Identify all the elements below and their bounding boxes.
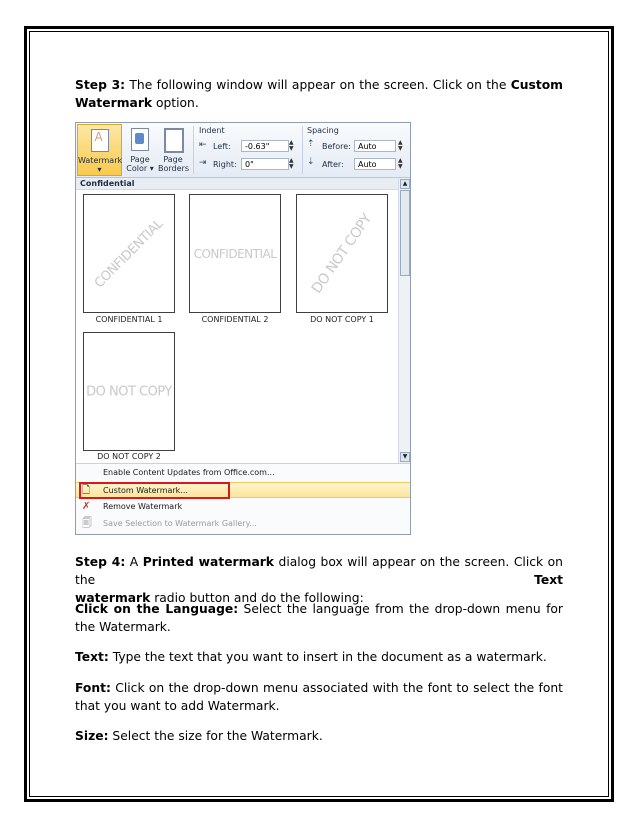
watermark-button[interactable]: A Watermark ▾	[77, 124, 122, 176]
spacing-title: Spacing	[307, 126, 339, 135]
spacing-before-icon: ⇡	[307, 139, 315, 149]
step3-paragraph: Step 3: The following window will appear on the screen. Click on the Custom Watermark option.	[75, 78, 563, 110]
spacing-after-icon: ⇣	[307, 157, 315, 167]
indent-right-label: Right:	[213, 160, 237, 169]
indent-title: Indent	[199, 126, 225, 135]
watermark-gallery	[76, 178, 410, 463]
size-paragraph: Size: Select the size for the Watermark.	[75, 729, 323, 743]
scroll-down-icon[interactable]: ▼	[400, 452, 410, 462]
ribbon-separator	[302, 126, 303, 174]
size-label: Size:	[75, 729, 109, 743]
page-borders-button[interactable]: Page Borders	[158, 124, 188, 176]
watermark-thumbnail-do-not-copy-2[interactable]	[83, 332, 175, 451]
remove-watermark-icon: ✗	[82, 501, 91, 512]
text-paragraph: Text: Type the text that you want to insert in the document as a watermark.	[75, 650, 547, 664]
scroll-thumb[interactable]	[400, 190, 410, 276]
watermark-thumbnail-confidential-1[interactable]	[83, 194, 175, 313]
ribbon	[76, 123, 410, 178]
thumbnail-caption: DO NOT COPY 1	[310, 315, 374, 324]
spacing-after-input[interactable]: Auto	[354, 158, 396, 170]
spacing-after-spinner[interactable]: ▲ ▼	[398, 157, 403, 170]
gallery-scrollbar[interactable]	[398, 178, 411, 463]
thumbnail-watermark-text: CONFIDENTIAL	[91, 216, 167, 291]
step3-label: Step 3:	[75, 78, 126, 92]
font-label: Font:	[75, 681, 111, 695]
text-label: Text:	[75, 650, 109, 664]
thumbnail-caption: CONFIDENTIAL 2	[201, 315, 269, 324]
indent-left-spinner[interactable]: ▲ ▼	[289, 139, 294, 152]
spacing-after-label: After:	[322, 160, 344, 169]
thumbnail-watermark-text: CONFIDENTIAL	[193, 246, 277, 261]
menu-remove-watermark[interactable]: ✗ Remove Watermark	[76, 499, 410, 515]
indent-right-input[interactable]: 0"	[241, 158, 289, 170]
language-paragraph: Click on the Language: Select the language from the drop-down menu for the Watermark.	[75, 602, 563, 634]
custom-watermark-icon: 🗋	[82, 485, 91, 496]
watermark-thumbnail-confidential-2[interactable]	[189, 194, 281, 313]
watermark-screenshot	[75, 122, 411, 535]
page-color-icon	[131, 128, 149, 151]
spacing-before-input[interactable]: Auto	[354, 140, 396, 152]
watermark-menu	[76, 463, 410, 535]
menu-custom-watermark[interactable]: 🗋 Custom Watermark...	[76, 482, 410, 498]
step4-paragraph: Step 4: A Printed watermark dialog box will appear on the screen. Click on the Text watermark radio button and do the following:	[75, 555, 563, 605]
language-label: Click on the Language:	[75, 602, 239, 616]
dropdown-arrow-icon: ▾	[97, 165, 102, 174]
indent-right-spinner[interactable]: ▲ ▼	[289, 157, 294, 170]
page-borders-icon	[164, 128, 184, 153]
scroll-up-icon[interactable]: ▲	[400, 179, 410, 189]
menu-enable-content-updates[interactable]: Enable Content Updates from Office.com...	[103, 468, 275, 477]
page-color-button[interactable]: Page Color ▾	[126, 124, 154, 176]
thumbnail-caption: DO NOT COPY 2	[97, 452, 161, 461]
save-selection-icon: 🗐	[82, 518, 92, 529]
thumbnail-caption: CONFIDENTIAL 1	[95, 315, 163, 324]
gallery-header: Confidential	[76, 178, 398, 190]
step4-label: Step 4:	[75, 555, 126, 569]
spacing-before-label: Before:	[322, 142, 351, 151]
indent-left-label: Left:	[213, 142, 231, 151]
indent-left-input[interactable]: -0.63"	[241, 140, 289, 152]
ribbon-separator	[193, 126, 194, 174]
indent-left-icon: ⇤	[199, 140, 207, 150]
thumbnail-watermark-text: DO NOT COPY	[86, 384, 172, 399]
watermark-icon: A	[91, 129, 109, 152]
highlight-box	[79, 482, 230, 499]
indent-right-icon: ⇥	[199, 158, 207, 168]
menu-save-selection: 🗐 Save Selection to Watermark Gallery...	[76, 516, 410, 532]
spacing-before-spinner[interactable]: ▲ ▼	[398, 139, 403, 152]
thumbnail-watermark-text: DO NOT COPY	[308, 210, 376, 297]
watermark-thumbnail-do-not-copy-1[interactable]	[296, 194, 388, 313]
font-paragraph: Font: Click on the drop-down menu associated with the font to select the font that you want to add Watermark.	[75, 681, 563, 713]
